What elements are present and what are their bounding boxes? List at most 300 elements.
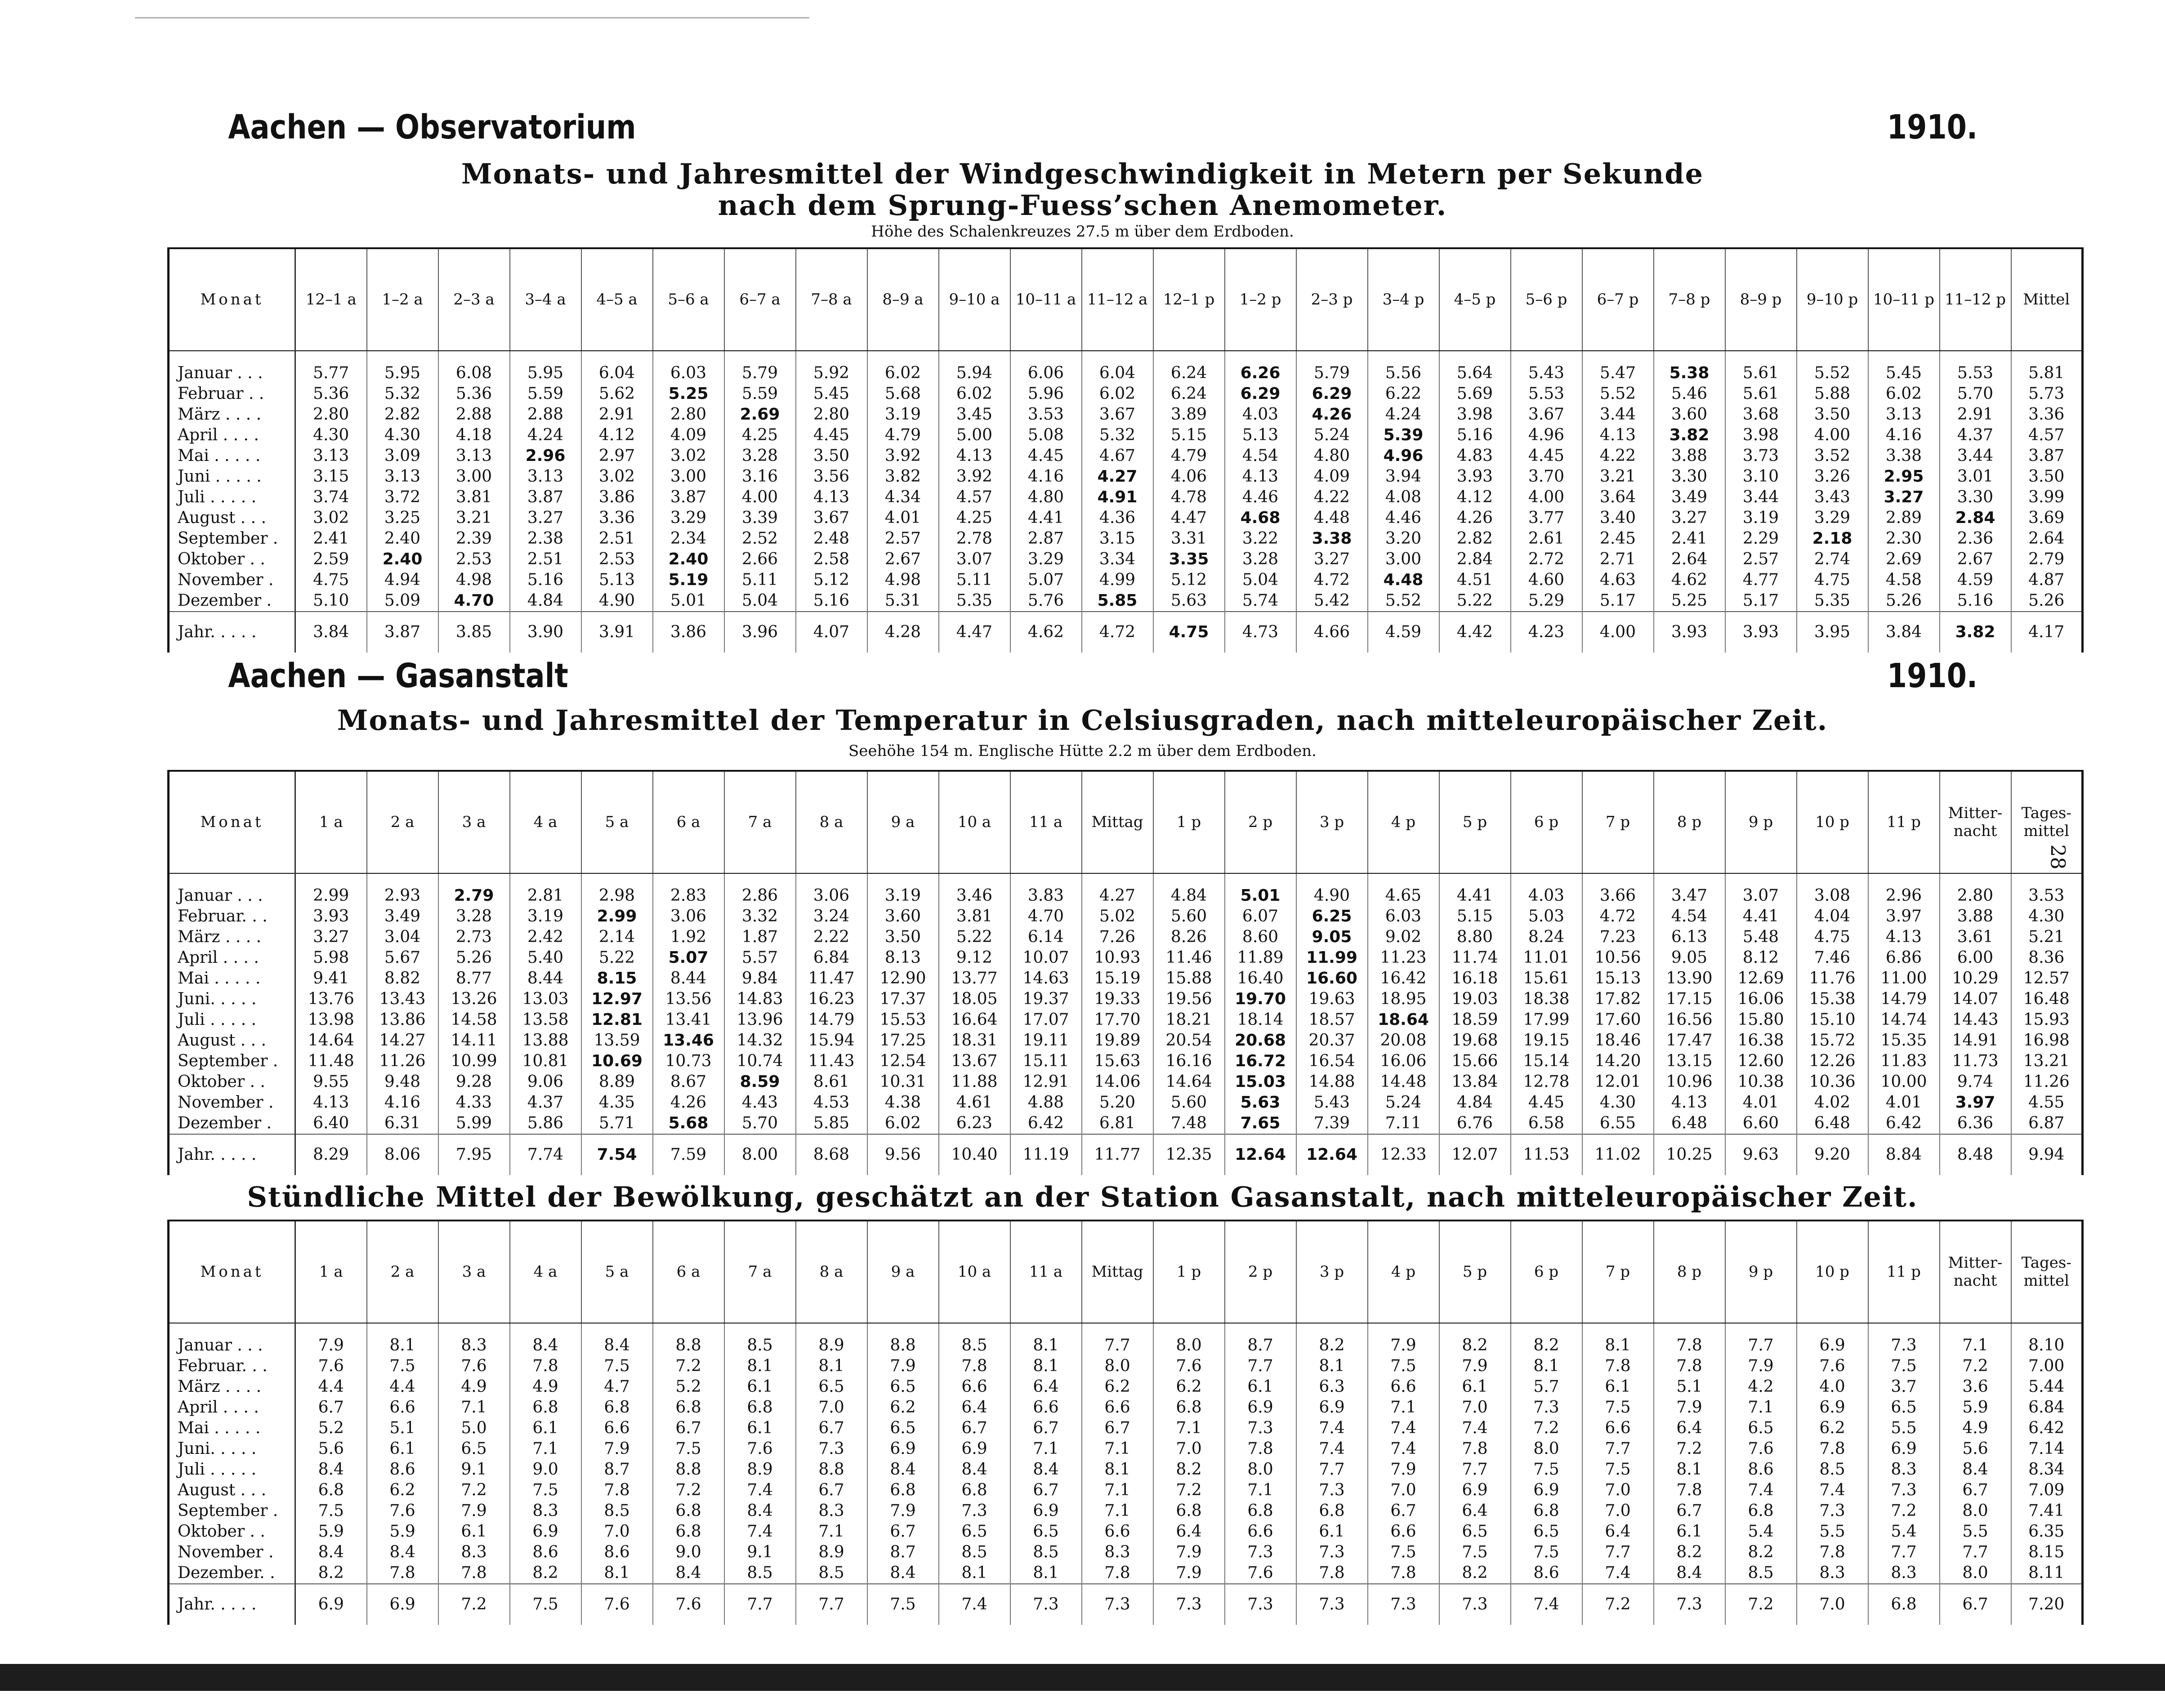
- value-cell: 3.49: [1654, 487, 1725, 508]
- value-cell: 7.6: [653, 1584, 724, 1625]
- value-cell: 3.81: [939, 906, 1010, 927]
- value-cell: 5.15: [1439, 906, 1511, 927]
- value-cell: 6.8: [295, 1480, 367, 1501]
- value-cell: 3.81: [438, 487, 510, 508]
- value-cell: 3.21: [1582, 466, 1654, 487]
- value-cell: 2.99: [295, 873, 367, 906]
- value-cell: 18.46: [1582, 1030, 1654, 1051]
- value-cell: 7.8: [939, 1356, 1010, 1377]
- value-cell: 3.77: [1511, 508, 1582, 528]
- value-cell: 2.64: [1654, 549, 1725, 570]
- value-cell: 6.9: [1296, 1397, 1368, 1418]
- value-cell: 20.68: [1225, 1030, 1296, 1051]
- value-cell: 16.06: [1368, 1051, 1439, 1072]
- annual-row: [169, 612, 2083, 653]
- value-cell: 4.48: [1296, 508, 1368, 528]
- value-cell: 16.60: [1296, 968, 1368, 989]
- value-cell: 3.07: [939, 549, 1010, 570]
- value-cell: 7.9: [295, 1323, 367, 1356]
- value-cell: 2.42: [510, 927, 581, 948]
- value-cell: 7.6: [1153, 1356, 1225, 1377]
- value-cell: 11.89: [1225, 948, 1296, 968]
- column-header: 11 a: [1010, 1221, 1082, 1323]
- value-cell: 7.7: [1439, 1459, 1511, 1480]
- value-cell: 8.4: [1010, 1459, 1082, 1480]
- value-cell: 11.26: [2011, 1072, 2083, 1092]
- value-cell: 5.25: [653, 384, 724, 404]
- value-cell: 16.40: [1225, 968, 1296, 989]
- column-header: 3–4 a: [510, 248, 581, 351]
- value-cell: 7.6: [295, 1356, 367, 1377]
- value-cell: 7.2: [1153, 1480, 1225, 1501]
- value-cell: 8.67: [653, 1072, 724, 1092]
- value-cell: 13.90: [1654, 968, 1725, 989]
- value-cell: 5.29: [1511, 590, 1582, 612]
- value-cell: 5.59: [510, 384, 581, 404]
- value-cell: 16.64: [939, 1010, 1010, 1030]
- value-cell: 8.6: [1725, 1459, 1797, 1480]
- value-cell: 4.53: [796, 1092, 867, 1113]
- value-cell: 2.22: [796, 927, 867, 948]
- value-cell: 11.26: [367, 1051, 438, 1072]
- column-header: 10 a: [939, 1221, 1010, 1323]
- value-cell: 5.35: [1797, 590, 1868, 612]
- value-cell: 2.80: [295, 404, 367, 425]
- column-header: 11–12 a: [1082, 248, 1153, 351]
- value-cell: 6.35: [2011, 1521, 2083, 1542]
- value-cell: 3.53: [1010, 404, 1082, 425]
- value-cell: 4.45: [1511, 446, 1582, 466]
- value-cell: 7.46: [1797, 948, 1868, 968]
- column-header: 10 p: [1797, 1221, 1868, 1323]
- value-cell: 4.63: [1582, 570, 1654, 590]
- value-cell: 4.27: [1082, 466, 1153, 487]
- value-cell: 2.91: [1940, 404, 2011, 425]
- value-cell: 12.01: [1582, 1072, 1654, 1092]
- value-cell: 3.06: [653, 906, 724, 927]
- value-cell: 8.2: [1511, 1323, 1582, 1356]
- value-cell: 6.02: [939, 384, 1010, 404]
- value-cell: 4.54: [1225, 446, 1296, 466]
- value-cell: 18.59: [1439, 1010, 1511, 1030]
- column-header: 10 p: [1797, 771, 1868, 873]
- value-cell: 6.8: [1153, 1397, 1225, 1418]
- value-cell: 5.10: [295, 590, 367, 612]
- value-cell: 7.0: [796, 1397, 867, 1418]
- value-cell: 3.60: [1654, 404, 1725, 425]
- month-label: Januar . . .: [169, 351, 295, 384]
- column-header: 2 p: [1225, 1221, 1296, 1323]
- value-cell: 8.1: [1582, 1323, 1654, 1356]
- value-cell: 8.4: [510, 1323, 581, 1356]
- value-cell: 7.3: [1797, 1501, 1868, 1521]
- value-cell: 5.39: [1368, 425, 1439, 446]
- value-cell: 5.26: [1868, 590, 1940, 612]
- column-header: 1 a: [295, 771, 367, 873]
- value-cell: 2.34: [653, 528, 724, 549]
- value-cell: 4.17: [2011, 612, 2083, 653]
- column-header: 3 p: [1296, 771, 1368, 873]
- value-cell: 7.2: [653, 1356, 724, 1377]
- value-cell: 7.5: [510, 1584, 581, 1625]
- value-cell: 7.0: [1797, 1584, 1868, 1625]
- value-cell: 4.51: [1439, 570, 1511, 590]
- value-cell: 5.85: [1082, 590, 1153, 612]
- value-cell: 11.99: [1296, 948, 1368, 968]
- value-cell: 3.27: [510, 508, 581, 528]
- value-cell: 7.65: [1225, 1113, 1296, 1134]
- top-scan-strip: [135, 17, 809, 18]
- value-cell: 8.4: [367, 1542, 438, 1563]
- column-header: 9 a: [867, 771, 939, 873]
- value-cell: 11.00: [1868, 968, 1940, 989]
- value-cell: 5.17: [1582, 590, 1654, 612]
- value-cell: 5.53: [1511, 384, 1582, 404]
- value-cell: 8.3: [1797, 1563, 1868, 1584]
- column-header: 1 p: [1153, 1221, 1225, 1323]
- value-cell: 9.94: [2011, 1134, 2083, 1175]
- value-cell: 3.47: [1654, 873, 1725, 906]
- value-cell: 8.1: [796, 1356, 867, 1377]
- value-cell: 6.04: [581, 351, 653, 384]
- value-cell: 2.64: [2011, 528, 2083, 549]
- value-cell: 9.20: [1797, 1134, 1868, 1175]
- value-cell: 15.88: [1153, 968, 1225, 989]
- value-cell: 4.72: [1082, 612, 1153, 653]
- value-cell: 5.64: [1439, 351, 1511, 384]
- value-cell: 1.87: [724, 927, 796, 948]
- column-header: 3 a: [438, 771, 510, 873]
- month-row: [169, 989, 2083, 1010]
- value-cell: 7.4: [1368, 1439, 1439, 1459]
- value-cell: 7.7: [1582, 1439, 1654, 1459]
- value-cell: 8.5: [1010, 1542, 1082, 1563]
- value-cell: 10.56: [1582, 948, 1654, 968]
- month-row: [169, 1092, 2083, 1113]
- value-cell: 3.89: [1153, 404, 1225, 425]
- value-cell: 8.9: [724, 1459, 796, 1480]
- value-cell: 4.09: [1296, 466, 1368, 487]
- value-cell: 6.84: [796, 948, 867, 968]
- value-cell: 4.45: [1511, 1092, 1582, 1113]
- value-cell: 8.7: [867, 1542, 939, 1563]
- column-header: 9–10 p: [1797, 248, 1868, 351]
- value-cell: 3.07: [1725, 873, 1797, 906]
- value-cell: 7.6: [438, 1356, 510, 1377]
- value-cell: 7.74: [510, 1134, 581, 1175]
- value-cell: 11.01: [1511, 948, 1582, 968]
- value-cell: 7.9: [438, 1501, 510, 1521]
- value-cell: 2.95: [1868, 466, 1940, 487]
- value-cell: 6.7: [295, 1397, 367, 1418]
- value-cell: 14.88: [1296, 1072, 1368, 1092]
- column-header: 8 a: [796, 771, 867, 873]
- month-label: November .: [169, 570, 295, 590]
- month-row: [169, 549, 2083, 570]
- station-year: 1910.: [1887, 108, 1978, 147]
- value-cell: 4.79: [867, 425, 939, 446]
- value-cell: 12.64: [1296, 1134, 1368, 1175]
- value-cell: 4.58: [1868, 570, 1940, 590]
- value-cell: 7.0: [1439, 1397, 1511, 1418]
- value-cell: 4.43: [724, 1092, 796, 1113]
- value-cell: 5.08: [1010, 425, 1082, 446]
- value-cell: 5.1: [1654, 1377, 1725, 1397]
- month-label: Januar . . .: [169, 873, 295, 906]
- header-row: [169, 248, 2083, 351]
- value-cell: 6.5: [796, 1377, 867, 1397]
- value-cell: 3.28: [724, 446, 796, 466]
- value-cell: 10.36: [1797, 1072, 1868, 1092]
- value-cell: 7.9: [1654, 1397, 1725, 1418]
- value-cell: 4.41: [1010, 508, 1082, 528]
- value-cell: 2.14: [581, 927, 653, 948]
- value-cell: 7.3: [796, 1439, 867, 1459]
- value-cell: 8.8: [796, 1459, 867, 1480]
- column-header: 1 p: [1153, 771, 1225, 873]
- value-cell: 7.3: [1654, 1584, 1725, 1625]
- value-cell: 7.09: [2011, 1480, 2083, 1501]
- value-cell: 3.39: [724, 508, 796, 528]
- value-cell: 15.38: [1797, 989, 1868, 1010]
- month-label: November .: [169, 1092, 295, 1113]
- value-cell: 7.5: [1868, 1356, 1940, 1377]
- value-cell: 5.74: [1225, 590, 1296, 612]
- value-cell: 7.39: [1296, 1113, 1368, 1134]
- value-cell: 7.1: [1082, 1439, 1153, 1459]
- value-cell: 13.03: [510, 989, 581, 1010]
- value-cell: 5.01: [1225, 873, 1296, 906]
- value-cell: 7.95: [438, 1134, 510, 1175]
- month-row: [169, 446, 2083, 466]
- value-cell: 3.38: [1296, 528, 1368, 549]
- value-cell: 3.72: [367, 487, 438, 508]
- value-cell: 8.9: [796, 1542, 867, 1563]
- value-cell: 7.2: [1940, 1356, 2011, 1377]
- value-cell: 2.80: [653, 404, 724, 425]
- value-cell: 6.02: [867, 351, 939, 384]
- value-cell: 6.8: [653, 1521, 724, 1542]
- value-cell: 2.57: [1725, 549, 1797, 570]
- value-cell: 10.38: [1725, 1072, 1797, 1092]
- value-cell: 6.31: [367, 1113, 438, 1134]
- value-cell: 5.47: [1582, 351, 1654, 384]
- value-cell: 3.31: [1153, 528, 1225, 549]
- value-cell: 4.9: [438, 1377, 510, 1397]
- value-cell: 2.48: [796, 528, 867, 549]
- month-row: [169, 466, 2083, 487]
- value-cell: 14.63: [1010, 968, 1082, 989]
- value-cell: 7.8: [1368, 1563, 1439, 1584]
- value-cell: 4.04: [1797, 906, 1868, 927]
- value-cell: 7.2: [653, 1480, 724, 1501]
- value-cell: 8.44: [653, 968, 724, 989]
- value-cell: 11.53: [1511, 1134, 1582, 1175]
- section-subtitle: Seehöhe 154 m. Englische Hütte 2.2 m über dem Erdboden.: [848, 742, 1317, 760]
- value-cell: 5.79: [724, 351, 796, 384]
- value-cell: 3.25: [367, 508, 438, 528]
- value-cell: 5.04: [1225, 570, 1296, 590]
- value-cell: 3.95: [1797, 612, 1868, 653]
- header-row: [169, 1221, 2083, 1323]
- value-cell: 3.68: [1725, 404, 1797, 425]
- value-cell: 10.73: [653, 1051, 724, 1072]
- value-cell: 15.13: [1582, 968, 1654, 989]
- value-cell: 6.1: [1296, 1521, 1368, 1542]
- month-row: [169, 1030, 2083, 1051]
- month-label: April . . . .: [169, 425, 295, 446]
- value-cell: 8.12: [1725, 948, 1797, 968]
- column-header: 10–11 a: [1010, 248, 1082, 351]
- value-cell: 14.32: [724, 1030, 796, 1051]
- value-cell: 5.63: [1153, 590, 1225, 612]
- value-cell: 6.5: [1511, 1521, 1582, 1542]
- column-header: Mittag: [1082, 1221, 1153, 1323]
- value-cell: 5.09: [367, 590, 438, 612]
- value-cell: 7.3: [1225, 1418, 1296, 1439]
- value-cell: 9.84: [724, 968, 796, 989]
- value-cell: 10.07: [1010, 948, 1082, 968]
- value-cell: 13.88: [510, 1030, 581, 1051]
- value-cell: 7.7: [1296, 1459, 1368, 1480]
- value-cell: 7.4: [939, 1584, 1010, 1625]
- column-header: Mittag: [1082, 771, 1153, 873]
- month-row: [169, 1397, 2083, 1418]
- value-cell: 3.86: [653, 612, 724, 653]
- value-cell: 4.13: [939, 446, 1010, 466]
- value-cell: 17.25: [867, 1030, 939, 1051]
- value-cell: 8.44: [510, 968, 581, 989]
- value-cell: 3.67: [796, 508, 867, 528]
- value-cell: 8.2: [1439, 1323, 1511, 1356]
- value-cell: 2.80: [796, 404, 867, 425]
- value-cell: 8.1: [367, 1323, 438, 1356]
- value-cell: 7.9: [867, 1356, 939, 1377]
- value-cell: 6.8: [510, 1397, 581, 1418]
- value-cell: 8.61: [796, 1072, 867, 1092]
- value-cell: 7.8: [1797, 1439, 1868, 1459]
- column-header: 4 p: [1368, 771, 1439, 873]
- value-cell: 10.40: [939, 1134, 1010, 1175]
- value-cell: 3.09: [367, 446, 438, 466]
- value-cell: 4.03: [1225, 404, 1296, 425]
- value-cell: 5.94: [939, 351, 1010, 384]
- value-cell: 6.8: [581, 1397, 653, 1418]
- value-cell: 6.7: [1082, 1418, 1153, 1439]
- value-cell: 19.70: [1225, 989, 1296, 1010]
- value-cell: 3.82: [1940, 612, 2011, 653]
- value-cell: 17.37: [867, 989, 939, 1010]
- value-cell: 5.70: [724, 1113, 796, 1134]
- value-cell: 4.62: [1010, 612, 1082, 653]
- value-cell: 13.96: [724, 1010, 796, 1030]
- value-cell: 8.89: [581, 1072, 653, 1092]
- value-cell: 7.3: [1296, 1480, 1368, 1501]
- value-cell: 4.90: [1296, 873, 1368, 906]
- value-cell: 9.02: [1368, 927, 1439, 948]
- column-header: 10 a: [939, 771, 1010, 873]
- value-cell: 7.5: [867, 1584, 939, 1625]
- value-cell: 8.4: [581, 1323, 653, 1356]
- value-cell: 6.9: [1225, 1397, 1296, 1418]
- value-cell: 10.93: [1082, 948, 1153, 968]
- column-header: 7–8 p: [1654, 248, 1725, 351]
- value-cell: 3.99: [2011, 487, 2083, 508]
- value-cell: 8.8: [653, 1459, 724, 1480]
- value-cell: 8.1: [1010, 1356, 1082, 1377]
- value-cell: 15.93: [2011, 1010, 2083, 1030]
- value-cell: 6.8: [867, 1480, 939, 1501]
- column-header: 9 p: [1725, 1221, 1797, 1323]
- value-cell: 4.33: [438, 1092, 510, 1113]
- value-cell: 8.5: [939, 1323, 1010, 1356]
- value-cell: 11.83: [1868, 1051, 1940, 1072]
- value-cell: 7.6: [1797, 1356, 1868, 1377]
- value-cell: 4.34: [867, 487, 939, 508]
- value-cell: 5.16: [796, 590, 867, 612]
- value-cell: 3.94: [1368, 466, 1439, 487]
- column-header: 3–4 p: [1368, 248, 1439, 351]
- value-cell: 5.60: [1153, 1092, 1225, 1113]
- value-cell: 8.11: [2011, 1563, 2083, 1584]
- value-cell: 6.23: [939, 1113, 1010, 1134]
- value-cell: 12.97: [581, 989, 653, 1010]
- value-cell: 4.30: [2011, 906, 2083, 927]
- value-cell: 3.44: [1582, 404, 1654, 425]
- value-cell: 7.1: [1082, 1480, 1153, 1501]
- annual-row: [169, 1584, 2083, 1625]
- value-cell: 6.9: [1797, 1323, 1868, 1356]
- value-cell: 4.42: [1439, 612, 1511, 653]
- column-header: 2–3 a: [438, 248, 510, 351]
- value-cell: 13.58: [510, 1010, 581, 1030]
- value-cell: 12.60: [1725, 1051, 1797, 1072]
- value-cell: 14.83: [724, 989, 796, 1010]
- value-cell: 17.07: [1010, 1010, 1082, 1030]
- value-cell: 3.15: [295, 466, 367, 487]
- value-cell: 6.8: [939, 1480, 1010, 1501]
- value-cell: 4.4: [295, 1377, 367, 1397]
- value-cell: 11.76: [1797, 968, 1868, 989]
- value-cell: 4.25: [939, 508, 1010, 528]
- value-cell: 4.25: [724, 425, 796, 446]
- value-cell: 5.6: [295, 1439, 367, 1459]
- value-cell: 3.13: [438, 446, 510, 466]
- month-label: Februar. . .: [169, 1356, 295, 1377]
- value-cell: 15.11: [1010, 1051, 1082, 1072]
- value-cell: 7.8: [581, 1480, 653, 1501]
- value-cell: 2.58: [796, 549, 867, 570]
- value-cell: 6.1: [724, 1418, 796, 1439]
- value-cell: 4.47: [939, 612, 1010, 653]
- column-header: 5 a: [581, 1221, 653, 1323]
- value-cell: 3.53: [2011, 873, 2083, 906]
- value-cell: 4.91: [1082, 487, 1153, 508]
- value-cell: 2.69: [1868, 549, 1940, 570]
- value-cell: 6.60: [1725, 1113, 1797, 1134]
- value-cell: 8.4: [1940, 1459, 2011, 1480]
- value-cell: 3.19: [1725, 508, 1797, 528]
- value-cell: 3.28: [438, 906, 510, 927]
- month-label: Dezember .: [169, 1113, 295, 1134]
- month-label: Jahr. . . . .: [169, 612, 295, 653]
- value-cell: 18.38: [1511, 989, 1582, 1010]
- value-cell: 7.5: [1368, 1542, 1439, 1563]
- column-header: 11 a: [1010, 771, 1082, 873]
- value-cell: 14.06: [1082, 1072, 1153, 1092]
- value-cell: 15.63: [1082, 1051, 1153, 1072]
- value-cell: 5.43: [1296, 1092, 1368, 1113]
